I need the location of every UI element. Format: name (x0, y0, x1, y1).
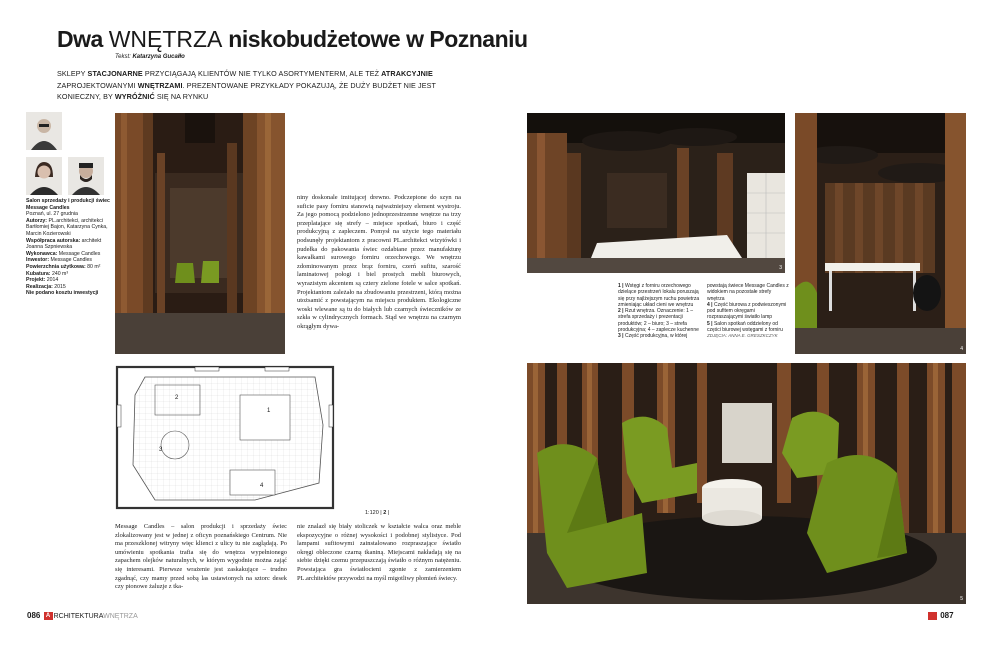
photo-4-office (795, 113, 966, 354)
plan-label-4: 4 (260, 483, 264, 489)
infobox-value: 2014 (45, 277, 59, 284)
brand-text-1: RCHITEKTURA (53, 613, 104, 620)
lead-segment: ZAPROJEKTOWANYMI (57, 80, 138, 90)
infobox-heading: Salon sprzedaży i produkcji świec Message Candles (26, 198, 110, 211)
footer-right (927, 611, 954, 620)
page-number-right: 087 (940, 611, 954, 620)
infobox-value: 2015 (52, 283, 66, 290)
infobox-value: 80 m² (85, 263, 101, 270)
title-part-2: WNĘTRZA (108, 26, 223, 52)
infobox-label: Współpraca autorska: (26, 237, 81, 244)
infobox-row (26, 271, 110, 278)
byline-author: Katarzyna Gucałło (132, 54, 185, 60)
infobox-value: architekt Joanna Szpniewska (26, 237, 102, 251)
photo-3-production-area (527, 113, 785, 273)
lead-segment: SKLEPY (57, 69, 88, 78)
body-column-right-top: niny doskonale imitującej drewno. Podczepione do szyn na suficie pasy forniru stanowią najważniejszy element wystroju. Za jego pomocą podzielono jednoprzestrzenne wnętrze na trzy przeplatające się strefy – miejsce spotkań, biuro i część produkcyjną z zapleczem. Pomysł na użycie tego materiału podsunęły projektantom z pracowni PL.architekci wizytówki i pudełka do pakowania świec ozdabiane przez manufakturę kawałkami surowego forniru orzechowego. We wnętrzu zdominowanym przez brąz forniru, czerń sufitu, szarość laminatowej połogi i biel prostych mebli biurowych, wyrazistym akcentem są cztery zielone fotele w salce spotkań. Projektantom zależało na zbudowaniu przestrzeni, którą można utożsamić z powstającym na miejscu produktem. Ekologiczne woski wlewane są tu do białych lub czarnych świeczników ze szkła w cylindrycznych formach. Stąd we wnętrzu na czarnym okrągłym dywa- (297, 194, 461, 330)
project-infobox (26, 198, 110, 297)
floor-plan (115, 365, 335, 510)
plan-label-2: 2 (175, 395, 179, 401)
body-column-left-bottom: Message Candles – salon produkcji i sprzedaży świec zlokalizowany jest w jednej z oficyn poznańskiego Centrum. Nie ma przeszklonej witryny więc klienci z ulicy tu nie zaglądają. Po umówieniu spotkania trafia się do wnętrza wypełnionego zapachem olejków naturalnych, w którym wygodnie można zająć się interesami. Pierwsze wrażenie jest zaskakujące – trudno zgadnąć, czy mamy przed sobą las ustawionych na sztorc desek czy pionowe żaluzje z tka- (115, 523, 287, 591)
lead-segment: PRZYCIĄGAJĄ KLIENTÓW NIE TYLKO ASORTYMENTERM, ALE TEŻ (142, 69, 382, 78)
byline (115, 54, 185, 60)
byline-label: Tekst: (115, 54, 131, 60)
infobox-row (26, 284, 110, 291)
infobox-label: Autorzy: (26, 217, 48, 224)
infobox-rows (26, 211, 110, 297)
author-portrait-3 (68, 157, 104, 195)
photo-5-number: 5 (960, 596, 963, 602)
author-portrait-1 (26, 112, 62, 150)
caption-item (618, 308, 704, 333)
infobox-label: Nie podano kosztu inwestycji (26, 290, 99, 297)
caption-left-items (618, 283, 704, 340)
plan-fig-number: 2 (383, 510, 387, 516)
caption-item (707, 321, 789, 334)
author-portrait-2 (26, 157, 62, 195)
caption-right-intro: powstają świece Message Candles z widokiem na pozostałe strefy wnętrza (707, 283, 789, 302)
photo-4-number: 4 (960, 346, 963, 352)
infobox-row (26, 218, 110, 238)
plan-scale-value: 1:120 (365, 510, 379, 516)
caption-right (707, 283, 789, 340)
caption-number: 2 | (618, 308, 624, 315)
plan-label-3: 3 (159, 447, 163, 453)
infobox-label: Kubatura: (26, 270, 51, 277)
caption-number: 5 | (707, 320, 713, 327)
photo-3-number: 3 (779, 265, 782, 271)
caption-number: 3 | (618, 333, 624, 340)
caption-text: Rzut wnętrza. Oznaczenie: 1 – strefa sprzedaży i prezentacji produktów; 2 – biuro; 3 – strefa produkcyjna; 4 – zaplecze kuchenne (618, 308, 699, 334)
infobox-label: Projekt: (26, 277, 46, 284)
infobox-label: Realizacja: (26, 283, 53, 290)
lead-segment: . PREZENTOWANE PRZYKŁADY POKAZUJĄ, ŻE DUŻY BUDŻET NIE JEST KONIECZNY, BY (57, 80, 436, 101)
infobox-row (26, 290, 110, 297)
caption-item (618, 283, 704, 308)
lead-segment: SIĘ NA RYNKU (154, 92, 209, 101)
infobox-row (26, 264, 110, 271)
footer-left (27, 611, 138, 620)
title-part-3: niskobudżetowe w Poznaniu (228, 26, 528, 52)
brand-logo-icon-right (928, 612, 937, 620)
infobox-row (26, 211, 110, 218)
infobox-label: Inwestor: (26, 257, 50, 264)
caption-right-items (707, 302, 789, 333)
infobox-value: Message Candles (49, 257, 93, 264)
caption-text: Wstęgi z forniru orzechowego dzielące przestrzeń lokalu poruszają się przy najlżejszym ruchu powietrza zmieniając układ cieni we wnętrzu (618, 283, 700, 308)
photo-credit: ZDJĘCIA: ANNA E. GRESZKCZYK (707, 333, 778, 339)
infobox-label: Wykonawca: (26, 250, 58, 257)
caption-number: 1 | (618, 283, 624, 289)
caption-number: 4 | (707, 301, 713, 308)
lead-segment: WYRÓŻNIĆ (114, 92, 155, 101)
infobox-row (26, 238, 110, 251)
infobox-value: PL.architekci, architekci Bartłomiej Bajon, Katarzyna Cynka, Marcin Kozierowski (26, 217, 108, 237)
infobox-row (26, 257, 110, 264)
brand-logo-icon: A (44, 612, 53, 620)
infobox-label: Powierzchnia użytkowa: (26, 263, 86, 270)
caption-item (618, 333, 704, 339)
caption-text: Część produkcyjna, w której (623, 333, 688, 340)
page-number-left: 086 (27, 611, 41, 620)
infobox-value: Poznań, ul. 27 grudnia (26, 211, 78, 218)
brand-text-2: WNĘTRZA (103, 613, 138, 620)
plan-label-1: 1 (267, 408, 271, 414)
lead-paragraph (57, 68, 462, 103)
caption-item (707, 302, 789, 321)
infobox-row (26, 277, 110, 284)
body-column-right-bottom: nie znalazł się biały stoliczek w kształcie walca oraz meble ekspozycyjne o różnej wysokości i podobnej stylistyce. Pod lampami sufitowymi zainstalowano rozpraszające światło okręgi obleczone czarną tkaniną. Miejscami nakładają się na siebie dzięki czemu przepuszczają światło o różnym natężeniu. Powstająca gra światłocieni zgonie z zamierzeniem PL.architektów przywodzi na myśl migotliwy płomień świecy. (297, 523, 461, 582)
plan-scale: 1:120 | 2 | (365, 510, 390, 516)
title-part-1: Dwa (57, 26, 103, 52)
caption-text: Salon spotkań oddzielony od części biurowej wstęgami z forniru (707, 320, 783, 334)
lead-segment: STACJONARNE (87, 69, 143, 78)
lead-segment: WNĘTRZAMI (137, 80, 183, 90)
lead-segment: ATRAKCYJNIE (381, 69, 433, 78)
photo-1-wood-ribbons (115, 113, 285, 354)
caption-left (618, 283, 704, 340)
photo-5-meeting-area (527, 363, 966, 604)
infobox-value: 240 m³ (50, 270, 69, 277)
infobox-row (26, 251, 110, 258)
article-title (57, 26, 528, 53)
caption-text: Część biurowa z podwieszonymi pod sufitem okręgami rozpraszającymi światło lamp (707, 301, 787, 321)
infobox-value: Message Candles (57, 250, 101, 257)
